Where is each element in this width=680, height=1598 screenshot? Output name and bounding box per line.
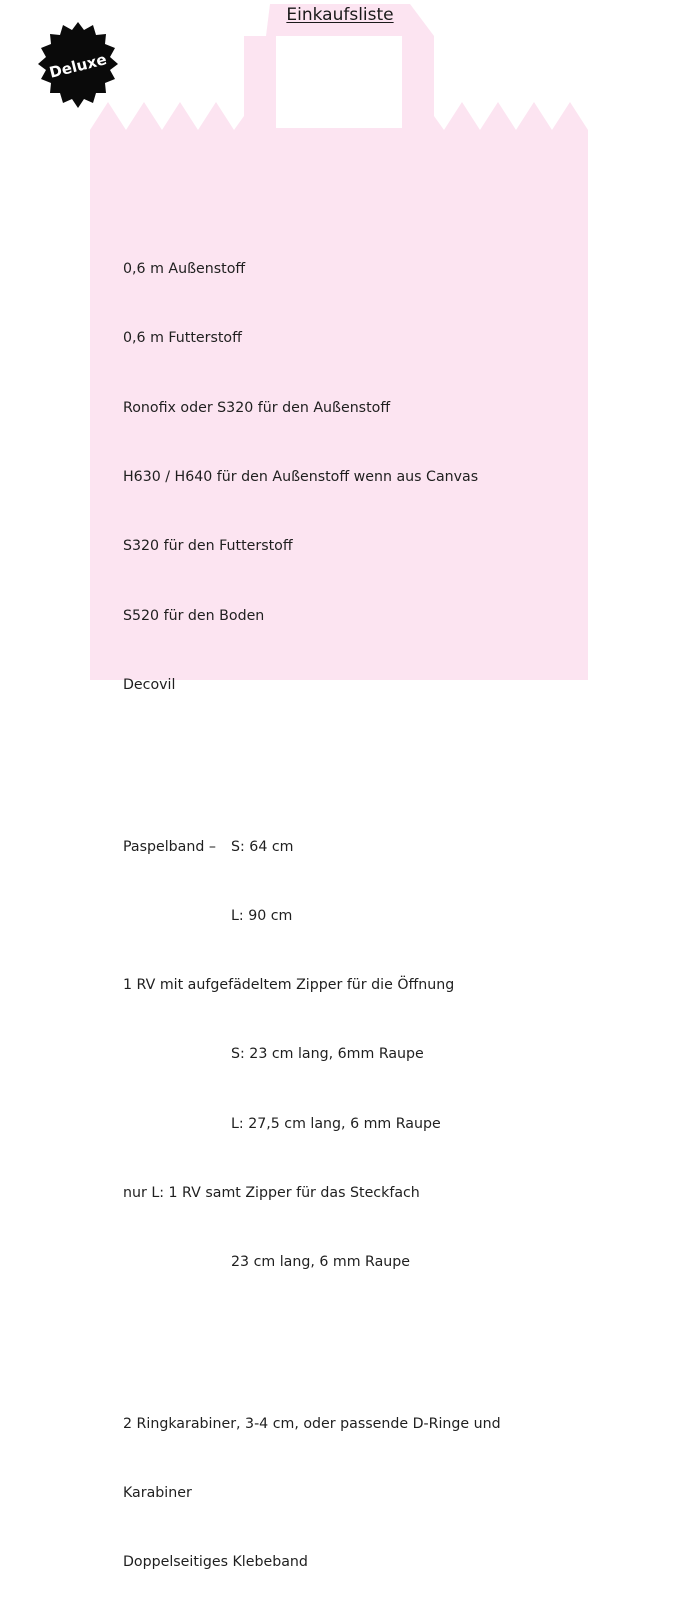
rv-s: S: 23 cm lang, 6mm Raupe — [231, 1046, 424, 1063]
list-item: Ronofix oder S320 für den Außenstoff — [123, 399, 391, 416]
steckfach-detail: 23 cm lang, 6 mm Raupe — [231, 1254, 410, 1271]
spacer — [123, 1321, 563, 1344]
list-item: S320 für den Futterstoff — [123, 538, 293, 555]
deluxe-badge — [32, 20, 124, 112]
spacer — [123, 743, 563, 766]
steckfach-label: nur L: 1 RV samt Zipper für das Steckfach — [123, 1184, 420, 1201]
list-item: S520 für den Boden — [123, 607, 265, 624]
list-item: 0,6 m Außenstoff — [123, 261, 246, 278]
badge-label: Deluxe — [47, 50, 109, 82]
list-item: 0,6 m Futterstoff — [123, 330, 242, 347]
list-item: Karabiner — [123, 1485, 192, 1502]
paspel-s: S: 64 cm — [231, 838, 294, 855]
paspel-line — [123, 836, 563, 859]
list-item: 2 Ringkarabiner, 3-4 cm, oder passende D-Ringe und — [123, 1415, 501, 1432]
shopping-list — [123, 212, 563, 1598]
list-item: Doppelseitiges Klebeband — [123, 1554, 308, 1571]
list-item: Decovil — [123, 676, 176, 693]
paspel-label: Paspelband – — [123, 838, 216, 855]
paspel-l: L: 90 cm — [231, 907, 293, 924]
list-item: H630 / H640 für den Außenstoff wenn aus Canvas — [123, 469, 479, 486]
rv-label: 1 RV mit aufgefädeltem Zipper für die Öffnung — [123, 977, 455, 994]
page-title: Einkaufsliste — [286, 5, 394, 25]
handle-opening — [276, 36, 402, 128]
rv-l: L: 27,5 cm lang, 6 mm Raupe — [231, 1115, 441, 1132]
